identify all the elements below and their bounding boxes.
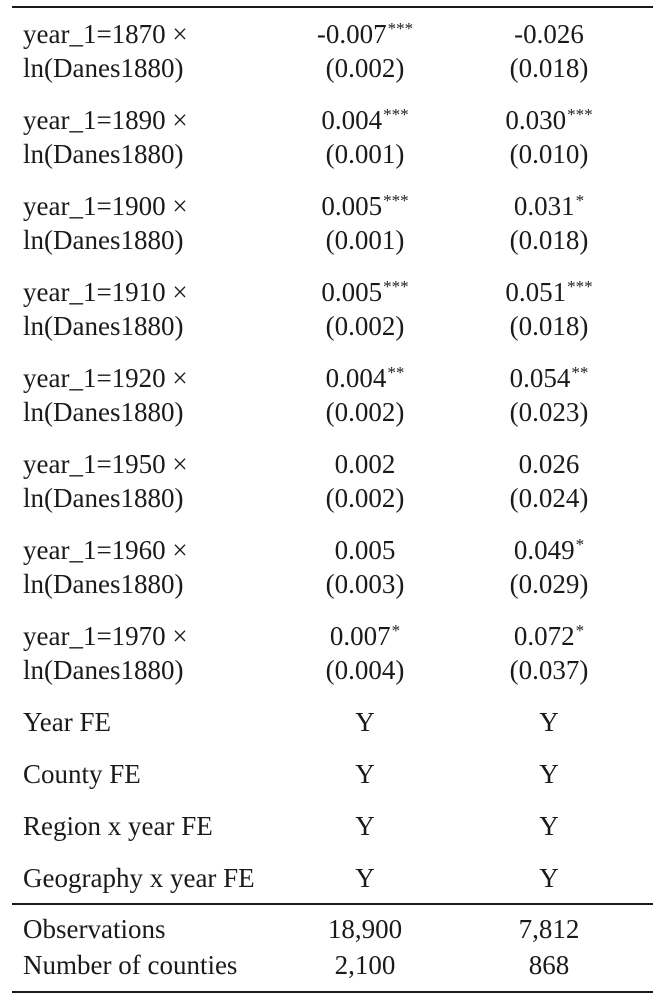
stat-label: Number of counties [23, 950, 238, 980]
variable-label-cont: ln(Danes1880) [23, 311, 184, 341]
fe-label: County FE [23, 759, 141, 789]
se-col1: (0.002) [325, 483, 405, 513]
se-col1: (0.002) [325, 397, 405, 427]
se-col1: (0.001) [325, 139, 405, 169]
variable-label-cont: ln(Danes1880) [23, 655, 184, 685]
coef-value: 0.026 [518, 449, 580, 479]
fe-col1: Y [355, 707, 375, 737]
coef-value: 0.007 [329, 621, 391, 651]
coef-value: 0.054 [509, 363, 571, 393]
coef-col2 [414, 533, 665, 567]
fe-label: Year FE [23, 707, 112, 737]
coef-value: 0.049 [513, 535, 575, 565]
variable-label-cont: ln(Danes1880) [23, 139, 184, 169]
variable-label: year_1=1970 × [23, 621, 188, 651]
coef-value: 0.005 [321, 277, 383, 307]
variable-label-cont: ln(Danes1880) [23, 53, 184, 83]
coef-value: 0.051 [505, 277, 567, 307]
se-col2: (0.029) [509, 569, 589, 599]
se-col2: (0.010) [509, 139, 589, 169]
coef-value: 0.030 [505, 105, 567, 135]
significance-stars: *** [383, 277, 409, 296]
coef-value: -0.026 [514, 19, 584, 49]
fe-col2: Y [539, 707, 559, 737]
significance-stars: ** [571, 363, 589, 382]
significance-stars: *** [567, 105, 593, 124]
coef-col2 [414, 17, 665, 51]
stat-col1: 2,100 [334, 950, 396, 980]
variable-label: year_1=1950 × [23, 449, 188, 479]
fe-col1: Y [355, 811, 375, 841]
coef-value: 0.004 [321, 105, 383, 135]
se-col1: (0.003) [325, 569, 405, 599]
significance-stars: ** [387, 363, 405, 382]
variable-label-cont: ln(Danes1880) [23, 397, 184, 427]
variable-label: year_1=1910 × [23, 277, 188, 307]
coef-value: 0.031 [513, 191, 575, 221]
se-col1: (0.001) [325, 225, 405, 255]
fe-label: Region x year FE [23, 811, 213, 841]
fe-col2: Y [539, 811, 559, 841]
variable-label: year_1=1870 × [23, 19, 188, 49]
fe-col1: Y [355, 863, 375, 893]
table-mid-rule [12, 903, 653, 905]
coef-value: 0.072 [513, 621, 575, 651]
variable-label: year_1=1890 × [23, 105, 188, 135]
stat-col2: 7,812 [518, 914, 580, 944]
se-col2: (0.018) [509, 53, 589, 83]
coef-col2 [414, 447, 665, 481]
fe-col2: Y [539, 759, 559, 789]
se-col1: (0.002) [325, 53, 405, 83]
coef-col2 [414, 361, 665, 395]
variable-label-cont: ln(Danes1880) [23, 483, 184, 513]
significance-stars: *** [387, 19, 414, 38]
se-col2: (0.024) [509, 483, 589, 513]
coef-value: -0.007 [316, 19, 387, 49]
fe-col2: Y [539, 863, 559, 893]
coef-value: 0.005 [321, 191, 383, 221]
coef-value: 0.002 [334, 449, 396, 479]
coef-col2 [414, 619, 665, 653]
significance-stars: * [575, 191, 585, 210]
table-bottom-rule [12, 991, 653, 993]
variable-label-cont: ln(Danes1880) [23, 569, 184, 599]
se-col1: (0.002) [325, 311, 405, 341]
coef-col2 [414, 275, 665, 309]
stat-col1: 18,900 [327, 914, 403, 944]
significance-stars: * [391, 621, 401, 640]
significance-stars: * [575, 535, 585, 554]
variable-label: year_1=1920 × [23, 363, 188, 393]
se-col1: (0.004) [325, 655, 405, 685]
significance-stars: *** [567, 277, 593, 296]
stat-col2: 868 [528, 950, 570, 980]
significance-stars: *** [383, 105, 409, 124]
stat-label: Observations [23, 914, 166, 944]
significance-stars: *** [383, 191, 409, 210]
significance-stars: * [575, 621, 585, 640]
table-top-rule [12, 6, 653, 8]
coef-value: 0.005 [334, 535, 396, 565]
se-col2: (0.023) [509, 397, 589, 427]
fe-col1: Y [355, 759, 375, 789]
variable-label: year_1=1900 × [23, 191, 188, 221]
variable-label-cont: ln(Danes1880) [23, 225, 184, 255]
se-col2: (0.037) [509, 655, 589, 685]
fe-label: Geography x year FE [23, 863, 255, 893]
variable-label: year_1=1960 × [23, 535, 188, 565]
coef-col2 [414, 189, 665, 223]
coef-col2 [414, 103, 665, 137]
se-col2: (0.018) [509, 225, 589, 255]
se-col2: (0.018) [509, 311, 589, 341]
coef-value: 0.004 [325, 363, 387, 393]
